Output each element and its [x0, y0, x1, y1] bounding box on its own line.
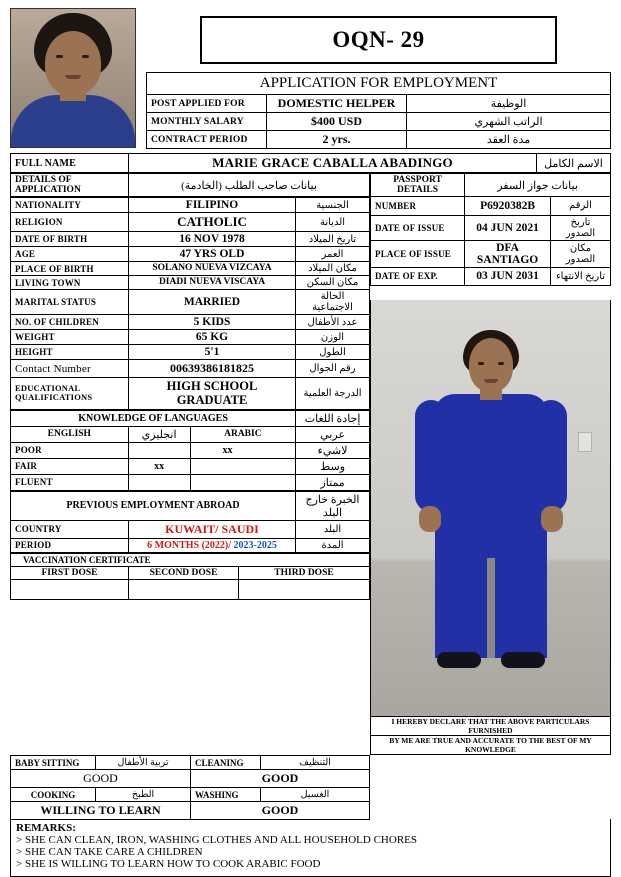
age-label: AGE [11, 247, 129, 262]
fair-arabic: وسط [296, 458, 370, 474]
skills-table [10, 755, 370, 820]
table-row [11, 426, 370, 442]
passport-issue-place-label: PLACE OF ISSUE [371, 240, 465, 267]
fullname-value: MARIE GRACE CABALLA ABADINGO [129, 154, 537, 173]
post-details-table [146, 72, 611, 149]
col-english-arabic: انجليزي [128, 426, 190, 442]
contract-period-label: CONTRACT PERIOD [147, 131, 267, 149]
table-row [11, 232, 370, 247]
nationality-arabic: الجنسية [296, 198, 370, 213]
form-title: APPLICATION FOR EMPLOYMENT [147, 73, 611, 95]
table-row [11, 553, 370, 566]
table-row [371, 215, 611, 240]
fullname-label: FULL NAME [11, 154, 129, 173]
first-dose-value [11, 579, 129, 599]
period-label: PERIOD [11, 538, 129, 552]
second-dose-label: SECOND DOSE [129, 566, 239, 579]
table-row [11, 330, 370, 345]
vaccination-title: VACCINATION CERTIFICATE [11, 553, 370, 566]
passport-expiry-label: DATE OF EXP. [371, 267, 465, 286]
monthly-salary-label: MONTHLY SALARY [147, 113, 267, 131]
fair-english-mark: xx [128, 458, 190, 474]
period-value-part1: 6 MONTHS (2022)/ [147, 539, 232, 551]
fluent-arabic: ممتاز [296, 474, 370, 490]
reference-code-box [200, 16, 557, 64]
cleaning-value: GOOD [191, 770, 370, 788]
baby-sitting-label: BABY SITTING [11, 756, 96, 770]
baby-sitting-value: GOOD [11, 770, 191, 788]
weight-value: 65 KG [129, 330, 296, 345]
education-arabic: الدرجة العلمية [296, 378, 370, 410]
fair-arabic-mark [190, 458, 296, 474]
marital-status-arabic: الحالة الاجتماعية [296, 290, 370, 315]
contact-number-value: 00639386181825 [129, 360, 296, 378]
passport-issue-place-arabic: مكان الصدور [551, 240, 611, 267]
passport-issue-place-value: DFA SANTIAGO [465, 240, 551, 267]
table-row [371, 197, 611, 216]
dob-arabic: تاريخ الميلاد [296, 232, 370, 247]
poor-arabic: لاشيء [296, 442, 370, 458]
table-row [11, 566, 370, 579]
cleaning-arabic: التنظيف [261, 756, 370, 770]
table-row [147, 113, 611, 131]
poor-arabic-mark: xx [190, 442, 296, 458]
pob-value: SOLANO NUEVA VIZCAYA [129, 262, 296, 276]
table-row [11, 174, 370, 197]
religion-value: CATHOLIC [129, 213, 296, 232]
remarks-section [10, 819, 611, 877]
living-town-value: DIADI NUEVA VISCAYA [129, 276, 296, 290]
contract-period-arabic: مدة العقد [407, 131, 611, 149]
previous-employment-table [10, 491, 370, 553]
country-value [129, 520, 296, 538]
table-row [11, 802, 370, 820]
contact-number-arabic: رقم الجوال [296, 360, 370, 378]
details-section-arabic: بيانات صاحب الطلب (الخادمة) [129, 174, 370, 197]
remarks-line-2: > SHE CAN TAKE CARE A CHILDREN [16, 846, 203, 858]
cooking-arabic: الطبخ [96, 788, 191, 802]
poor-english-mark [128, 442, 190, 458]
table-row [11, 756, 370, 770]
monthly-salary-value: $400 USD [267, 113, 407, 131]
living-town-arabic: مكان السكن [296, 276, 370, 290]
remarks-line-3: > SHE IS WILLING TO LEARN HOW TO COOK ARABIC FOOD [16, 858, 321, 870]
table-row [11, 315, 370, 330]
third-dose-label: THIRD DOSE [239, 566, 370, 579]
monthly-salary-arabic: الراتب الشهري [407, 113, 611, 131]
details-section-label: DETAILS OF APPLICATION [11, 174, 129, 197]
post-applied-arabic: الوظيفة [407, 95, 611, 113]
living-town-label: LIVING TOWN [11, 276, 129, 290]
col-arabic-label: ARABIC [190, 426, 296, 442]
fluent-arabic-mark [190, 474, 296, 490]
passport-section-label: PASSPORT DETAILS [371, 174, 465, 197]
table-row [11, 520, 370, 538]
employment-title-arabic: الخبرة خارج البلد [296, 491, 370, 520]
declaration-line-1: I HEREBY DECLARE THAT THE ABOVE PARTICULARS FURNISHED [370, 717, 611, 736]
washing-label: WASHING [191, 788, 261, 802]
height-arabic: الطول [296, 345, 370, 360]
religion-label: RELIGION [11, 213, 129, 232]
nationality-value: FILIPINO [129, 198, 296, 213]
table-row [11, 262, 370, 276]
country-label: COUNTRY [11, 520, 129, 538]
baby-sitting-arabic: تربية الأطفال [96, 756, 191, 770]
education-label: EDUCATIONAL QUALIFICATIONS [11, 378, 129, 410]
table-row [11, 474, 370, 490]
languages-title: KNOWLEDGE OF LANGUAGES [11, 410, 296, 426]
weight-arabic: الوزن [296, 330, 370, 345]
table-row [11, 442, 370, 458]
table-row [147, 95, 611, 113]
left-column [10, 173, 370, 600]
col-english-label: ENGLISH [11, 426, 129, 442]
applicant-headshot-photo [10, 8, 136, 148]
fluent-label: FLUENT [11, 474, 129, 490]
country-arabic: البلد [296, 520, 370, 538]
contact-number-label: Contact Number [11, 360, 129, 378]
period-value-part2: 2023-2025 [231, 539, 277, 551]
dob-value: 16 NOV 1978 [129, 232, 296, 247]
post-applied-label: POST APPLIED FOR [147, 95, 267, 113]
passport-expiry-arabic: تاريخ الانتهاء [551, 267, 611, 286]
cleaning-label: CLEANING [191, 756, 261, 770]
table-row [11, 410, 370, 426]
passport-issue-date-arabic: تاريخ الصدور [551, 215, 611, 240]
passport-section-arabic: بيانات جواز السفر [465, 174, 611, 197]
pob-arabic: مكان الميلاد [296, 262, 370, 276]
passport-table [370, 173, 611, 286]
religion-arabic: الديانة [296, 213, 370, 232]
pob-label: PLACE OF BIRTH [11, 262, 129, 276]
children-arabic: عدد الأطفال [296, 315, 370, 330]
nationality-label: NATIONALITY [11, 198, 129, 213]
declaration-line-2: BY ME ARE TRUE AND ACCURATE TO THE BEST OF MY KNOWLEDGE [370, 736, 611, 755]
passport-number-arabic: الرقم [551, 197, 611, 216]
remarks-line-1: > SHE CAN CLEAN, IRON, WASHING CLOTHES AND ALL HOUSEHOLD CHORES [16, 834, 417, 846]
period-arabic: المدة [296, 538, 370, 552]
washing-arabic: الغسيل [261, 788, 370, 802]
table-row [11, 538, 370, 552]
fluent-english-mark [128, 474, 190, 490]
table-row [11, 247, 370, 262]
passport-number-label: NUMBER [371, 197, 465, 216]
table-row [371, 174, 611, 197]
dob-label: DATE OF BIRTH [11, 232, 129, 247]
age-arabic: العمر [296, 247, 370, 262]
table-row [11, 276, 370, 290]
third-dose-value [239, 579, 370, 599]
table-row [371, 240, 611, 267]
table-row [11, 788, 370, 802]
remarks-title: REMARKS: [16, 822, 76, 834]
languages-table [10, 410, 370, 491]
table-row [147, 131, 611, 149]
employment-title: PREVIOUS EMPLOYMENT ABROAD [11, 491, 296, 520]
reference-code: OQN- 29 [332, 27, 425, 52]
children-label: NO. OF CHILDREN [11, 315, 129, 330]
marital-status-value: MARRIED [129, 290, 296, 315]
languages-title-arabic: إجادة اللغات [296, 410, 370, 426]
table-row [11, 213, 370, 232]
table-row [11, 290, 370, 315]
fullname-table [10, 153, 611, 173]
vaccination-table [10, 553, 370, 600]
details-header-table [10, 173, 370, 197]
form-body [10, 173, 611, 755]
second-dose-value [129, 579, 239, 599]
fullname-arabic: الاسم الكامل [537, 154, 611, 173]
table-row [11, 345, 370, 360]
post-applied-value: DOMESTIC HELPER [267, 95, 407, 113]
period-value [129, 538, 296, 552]
table-row [11, 360, 370, 378]
height-value: 5'1 [129, 345, 296, 360]
age-value: 47 YRS OLD [129, 247, 296, 262]
col-arabic-arabic: عربي [296, 426, 370, 442]
cooking-value: WILLING TO LEARN [11, 802, 191, 820]
details-table [10, 197, 370, 410]
passport-number-value: P6920382B [465, 197, 551, 216]
education-value: HIGH SCHOOL GRADUATE [129, 378, 296, 410]
table-row [371, 267, 611, 286]
children-value: 5 KIDS [129, 315, 296, 330]
table-row [11, 579, 370, 599]
marital-status-label: MARITAL STATUS [11, 290, 129, 315]
skills-section [10, 755, 370, 820]
right-column [370, 173, 611, 755]
applicant-fullbody-photo [370, 300, 611, 717]
height-label: HEIGHT [11, 345, 129, 360]
table-row [11, 458, 370, 474]
cooking-label: COOKING [11, 788, 96, 802]
fair-label: FAIR [11, 458, 129, 474]
washing-value: GOOD [191, 802, 370, 820]
first-dose-label: FIRST DOSE [11, 566, 129, 579]
passport-issue-date-value: 04 JUN 2021 [465, 215, 551, 240]
form-header [10, 8, 611, 149]
table-row [11, 491, 370, 520]
country-value-part1: KUWAIT/ [165, 521, 219, 536]
table-row [11, 154, 611, 173]
poor-label: POOR [11, 442, 129, 458]
table-row [11, 770, 370, 788]
contract-period-value: 2 yrs. [267, 131, 407, 149]
table-row [11, 378, 370, 410]
table-row [11, 198, 370, 213]
weight-label: WEIGHT [11, 330, 129, 345]
passport-expiry-value: 03 JUN 2031 [465, 267, 551, 286]
country-value-part2: SAUDI [218, 521, 259, 536]
passport-issue-date-label: DATE OF ISSUE [371, 215, 465, 240]
